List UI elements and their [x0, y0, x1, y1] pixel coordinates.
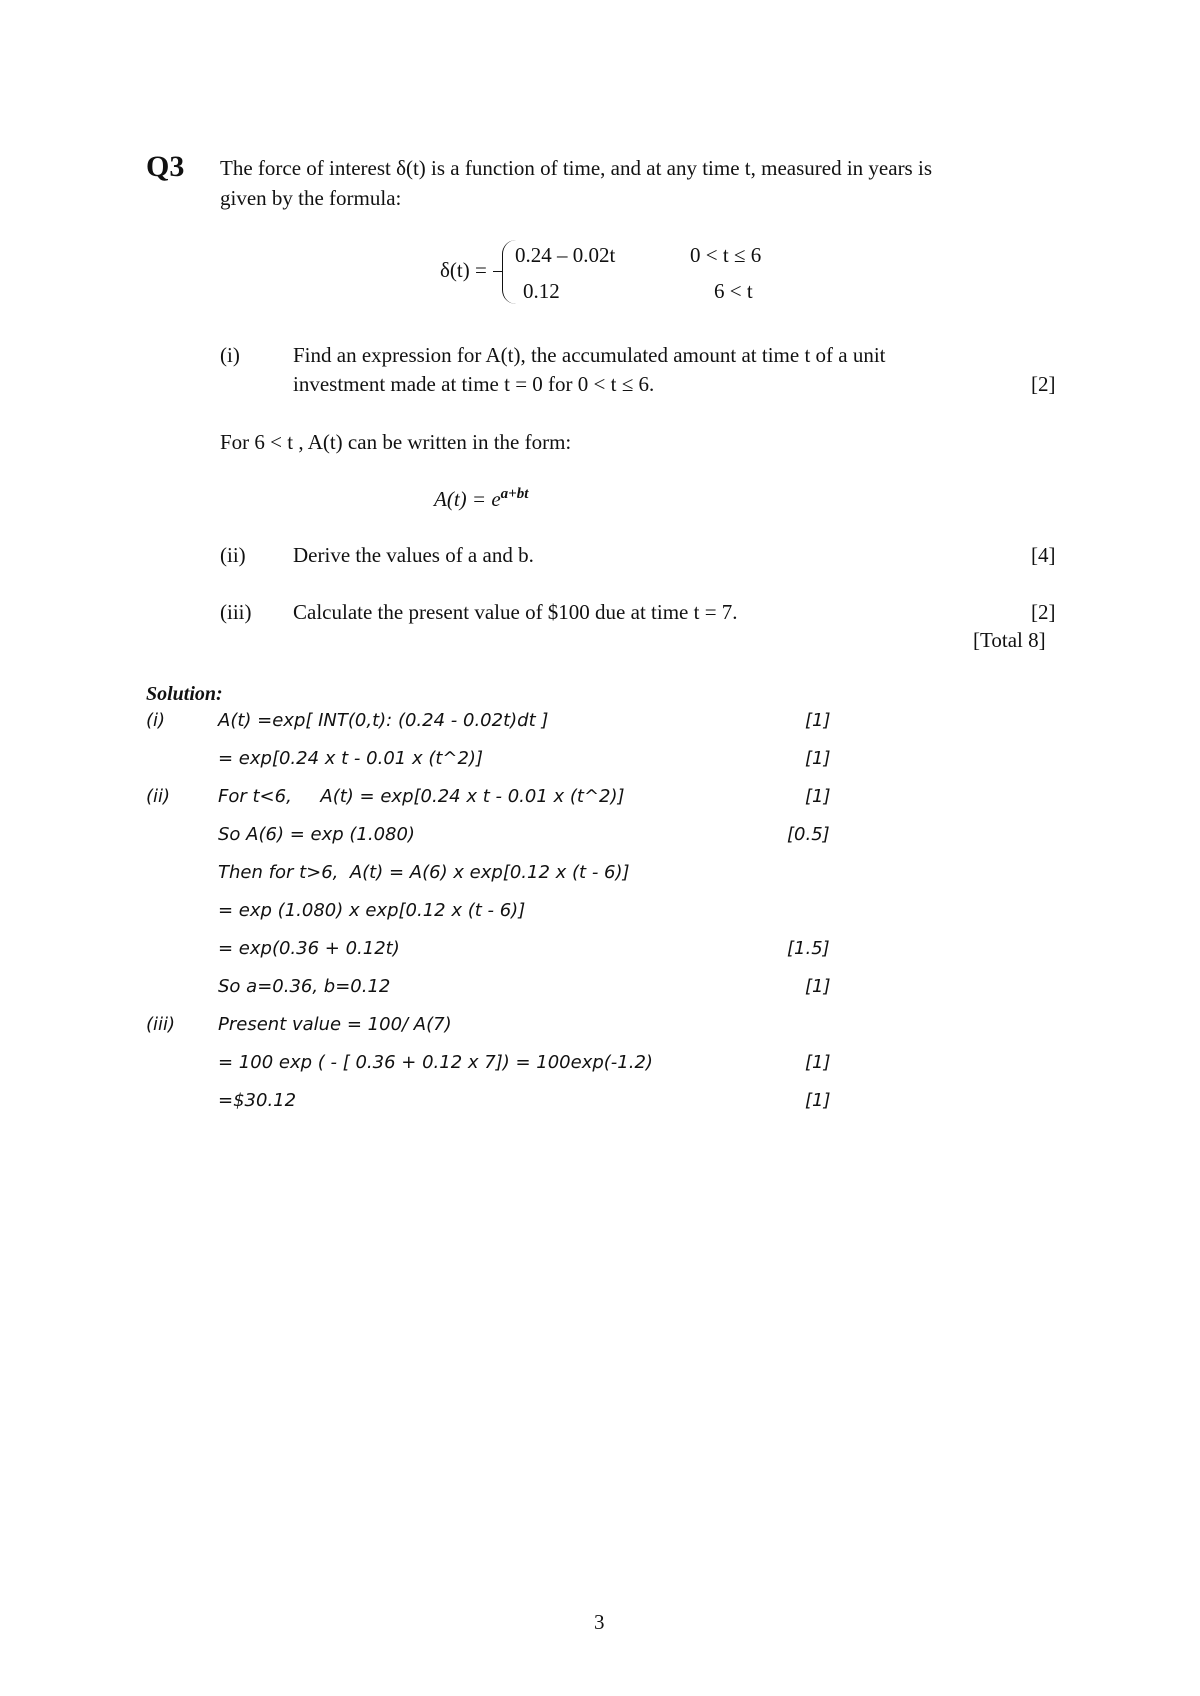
solution-line-mark: [1] [805, 1090, 831, 1111]
solution-line-text: For t<6, A(t) = exp[0.24 x t - 0.01 x (t^2)] [218, 786, 625, 807]
solution-line-mark: [1] [805, 1052, 831, 1073]
part-ii-marks: [4] [1031, 543, 1056, 567]
total-marks: [Total 8] [973, 628, 1046, 652]
solution-line-text: = exp (1.080) x exp[0.12 x (t - 6)] [218, 900, 526, 921]
solution-line-text: A(t) =exp[ INT(0,t): (0.24 - 0.02t)dt ] [218, 710, 549, 731]
part-i-line2: investment made at time t = 0 for 0 < t ≤ 6. [293, 372, 655, 396]
part-ii-label: (ii) [220, 543, 246, 567]
solution-line-mark: [1] [805, 976, 831, 997]
form-equation-exponent: a+bt [500, 486, 529, 502]
question-intro-line2: given by the formula: [220, 186, 402, 210]
solution-line-label: (iii) [146, 1014, 176, 1035]
form-equation [434, 486, 528, 512]
part-i-label: (i) [220, 343, 240, 367]
formula-lhs: δ(t) = [440, 258, 487, 282]
for-form-text: For 6 < t , A(t) can be written in the form: [220, 430, 572, 454]
solution-line-label: (i) [146, 710, 166, 731]
solution-line-mark: [1] [805, 710, 831, 731]
solution-line-label: (ii) [146, 786, 171, 807]
question-intro-line1: The force of interest δ(t) is a function of time, and at any time t, measured in years is [220, 156, 932, 180]
formula-case1-cond: 0 < t ≤ 6 [690, 243, 762, 267]
formula-brace-tip [493, 271, 503, 272]
solution-line-text: =$30.12 [218, 1090, 297, 1111]
solution-heading: Solution: [146, 683, 223, 705]
part-iii-text: Calculate the present value of $100 due at time t = 7. [293, 600, 738, 624]
form-equation-base: A(t) = e [434, 487, 501, 511]
solution-line-text: Then for t>6, A(t) = A(6) x exp[0.12 x (t - 6)] [218, 862, 630, 883]
solution-line-text: So A(6) = exp (1.080) [218, 824, 415, 845]
solution-line-text: = exp[0.24 x t - 0.01 x (t^2)] [218, 748, 483, 769]
solution-line-mark: [0.5] [787, 824, 830, 845]
solution-line-mark: [1.5] [787, 938, 830, 959]
solution-line-text: So a=0.36, b=0.12 [218, 976, 391, 997]
solution-line-text: = 100 exp ( - [ 0.36 + 0.12 x 7]) = 100exp(-1.2) [218, 1052, 653, 1073]
part-ii-text: Derive the values of a and b. [293, 543, 534, 567]
formula-case1-expr: 0.24 – 0.02t [515, 243, 616, 267]
formula-case2-expr: 0.12 [523, 279, 560, 303]
part-i-line1: Find an expression for A(t), the accumulated amount at time t of a unit [293, 343, 886, 367]
page-number: 3 [594, 1610, 605, 1634]
solution-line-text: Present value = 100/ A(7) [218, 1014, 452, 1035]
question-number: Q3 [146, 150, 185, 183]
solution-line-mark: [1] [805, 786, 831, 807]
solution-line-mark: [1] [805, 748, 831, 769]
part-iii-marks: [2] [1031, 600, 1056, 624]
solution-line-text: = exp(0.36 + 0.12t) [218, 938, 400, 959]
part-iii-label: (iii) [220, 600, 252, 624]
formula-case2-cond: 6 < t [714, 279, 753, 303]
part-i-marks: [2] [1031, 372, 1056, 396]
